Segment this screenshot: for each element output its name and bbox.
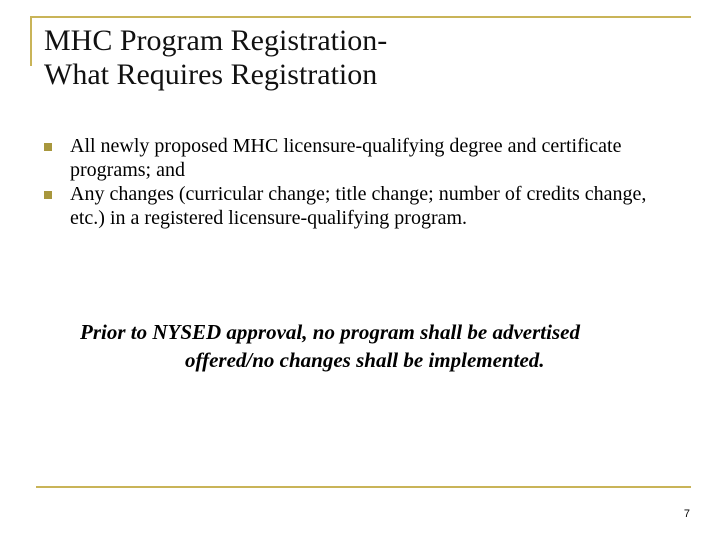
list-item xyxy=(44,134,684,182)
top-divider xyxy=(30,16,691,18)
title-line-1: MHC Program Registration- xyxy=(44,24,388,57)
note-line-2: offered/no changes shall be implemented. xyxy=(185,348,545,372)
left-divider xyxy=(30,16,32,66)
bullet-text: Any changes (curricular change; title change; number of credits change, etc.) in a registered licensure-qualifying program. xyxy=(70,183,647,229)
square-bullet-icon xyxy=(44,143,52,151)
list-item xyxy=(44,182,684,230)
note-line-1: Prior to NYSED approval, no program shall be advertised xyxy=(80,320,580,344)
square-bullet-icon xyxy=(44,191,52,199)
bullet-list xyxy=(44,134,684,230)
bottom-divider xyxy=(36,486,691,488)
page-number: 7 xyxy=(683,508,690,520)
bullet-text: All newly proposed MHC licensure-qualifying degree and certificate programs; and xyxy=(70,135,622,181)
slide-title xyxy=(44,24,684,92)
title-line-2: What Requires Registration xyxy=(44,58,378,91)
